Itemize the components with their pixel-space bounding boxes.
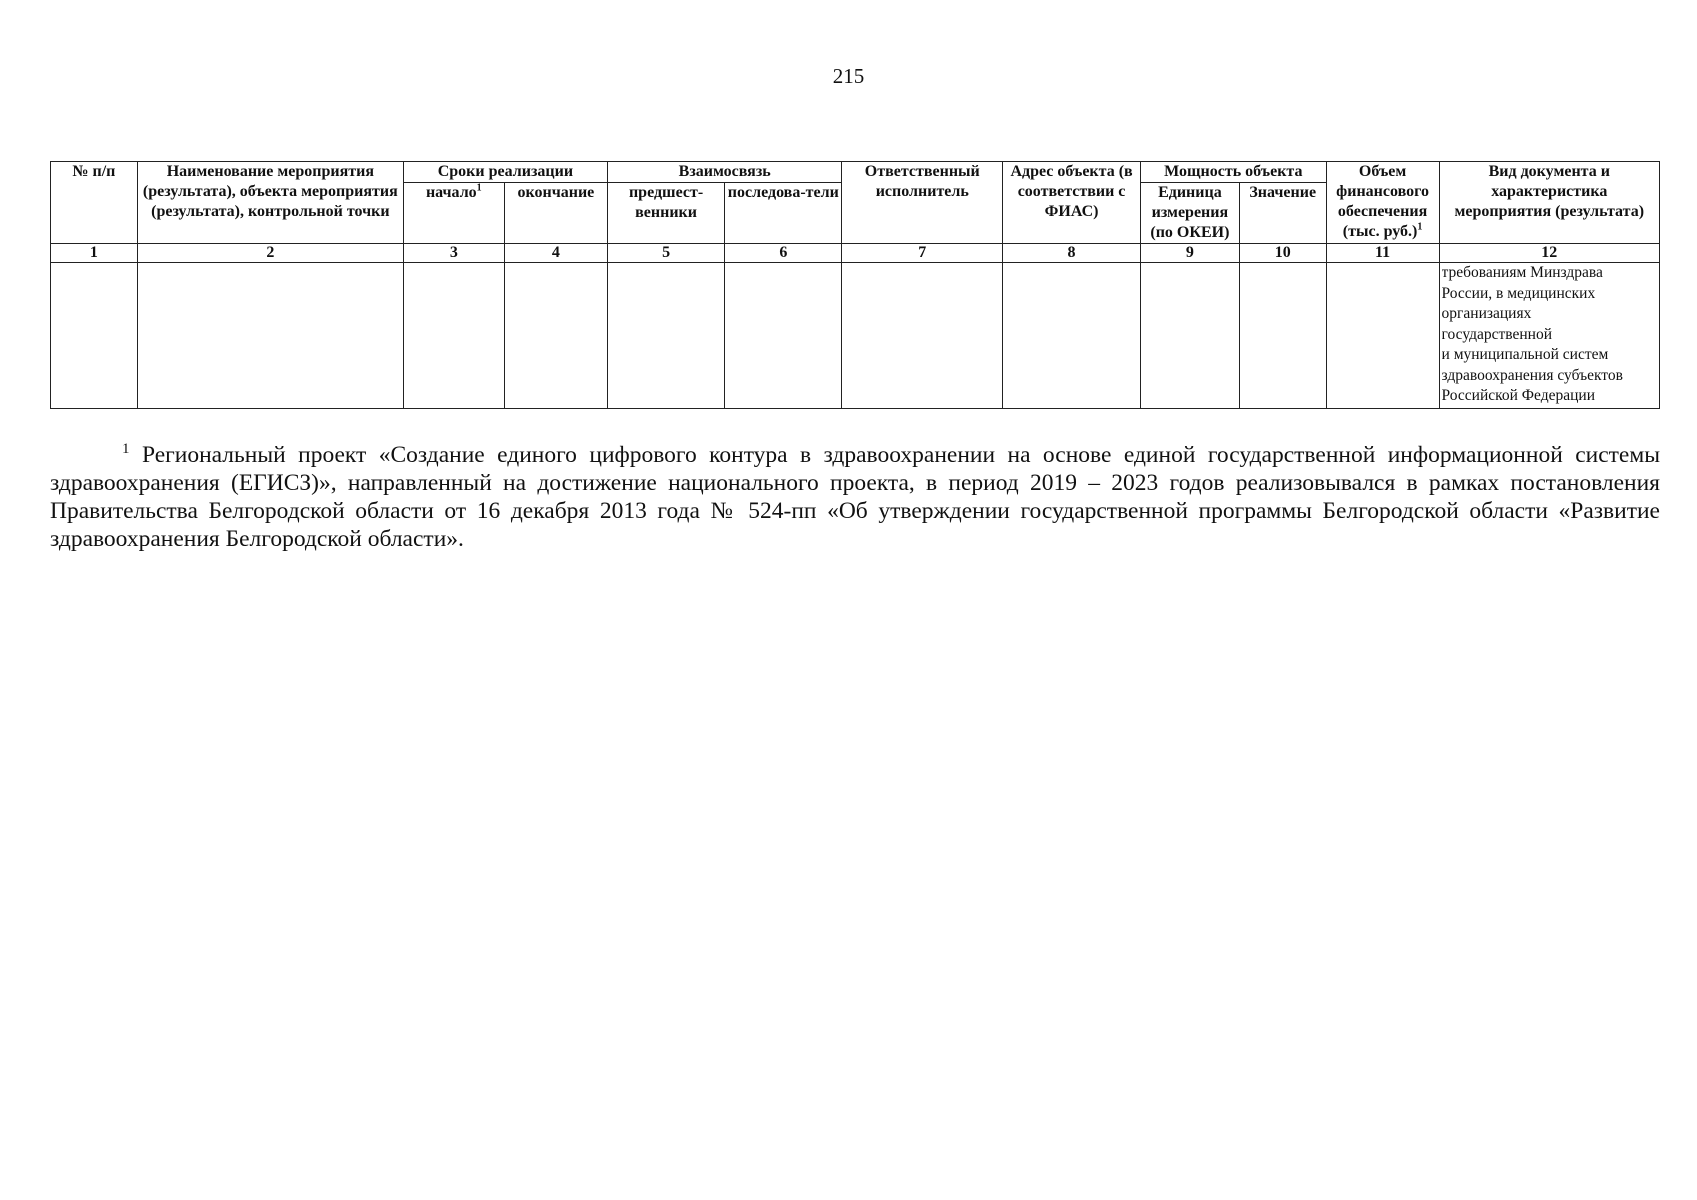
header-event-name: Наименование мероприятия (результата), объекта мероприятия (результата), контрольной точки [137,162,403,244]
cell-empty [607,263,724,409]
header-address: Адрес объекта (в соответствии с ФИАС) [1003,162,1141,244]
cell-empty [1239,263,1326,409]
column-number: 7 [842,244,1003,263]
header-timing-group: Сроки реализации [403,162,607,183]
doc-line: государственной [1441,325,1552,343]
header-link-group: Взаимосвязь [607,162,842,183]
cell-empty [1326,263,1439,409]
doc-line: здравоохранения субъектов [1441,366,1623,384]
cell-empty [137,263,403,409]
footnote [50,441,1660,553]
header-link-prev: предшест-венники [607,183,724,244]
footnote-marker: 1 [122,441,130,458]
cell-empty [1140,263,1239,409]
header-capacity-group: Мощность объекта [1140,162,1326,183]
header-capacity-unit: Единица измерения (по ОКЕИ) [1140,183,1239,244]
column-number: 11 [1326,244,1439,263]
cell-document-type [1439,263,1659,409]
header-timing-start-text: начало [425,184,477,201]
header-responsible: Ответственный исполнитель [842,162,1003,244]
header-financing [1326,162,1439,244]
cell-empty [403,263,504,409]
header-link-next: последова-тели [725,183,842,244]
column-number: 9 [1140,244,1239,263]
plan-table [50,161,1660,409]
column-number: 2 [137,244,403,263]
column-number: 4 [504,244,607,263]
column-number: 1 [51,244,138,263]
column-number: 12 [1439,244,1659,263]
cell-empty [51,263,138,409]
cell-empty [1003,263,1141,409]
table-row [51,263,1660,409]
cell-empty [842,263,1003,409]
doc-line: и муниципальной систем [1441,346,1609,363]
header-timing-start-sup: 1 [476,182,482,194]
cell-empty [504,263,607,409]
column-number: 5 [607,244,724,263]
footnote-text: Региональный проект «Создание единого цифрового контура в здравоохранении на основе единой государственной информационной системы здравоохранения (ЕГИСЗ)», направленный на достижение национального проекта, в период 2019 – 2023 годов реализовывался в рамках постановления Правительства Белгородской области от 16 декабря 2013 года № 524-пп «Об утверждении государственной программы Белгородской области «Развитие здравоохранения Белгородской области». [50,442,1661,552]
column-number-row [51,244,1660,263]
column-number: 10 [1239,244,1326,263]
header-row-1 [51,162,1660,183]
header-financing-text: Объем финансового обеспечения (тыс. руб.) [1336,163,1429,240]
page-number: 215 [832,64,865,88]
header-timing-start [403,183,504,244]
doc-line: требованиям Минздрава [1441,264,1603,281]
column-number: 6 [725,244,842,263]
doc-line: Российской Федерации [1441,387,1595,404]
column-number: 8 [1003,244,1141,263]
doc-line: организациях [1441,305,1532,322]
header-financing-sup: 1 [1417,221,1423,233]
doc-line: России, в медицинских [1441,284,1596,302]
header-capacity-value: Значение [1239,183,1326,244]
column-number: 3 [403,244,504,263]
header-document-type: Вид документа и характеристика мероприятия (результата) [1439,162,1659,244]
cell-empty [725,263,842,409]
header-timing-end: окончание [504,183,607,244]
header-number: № п/п [51,162,138,244]
